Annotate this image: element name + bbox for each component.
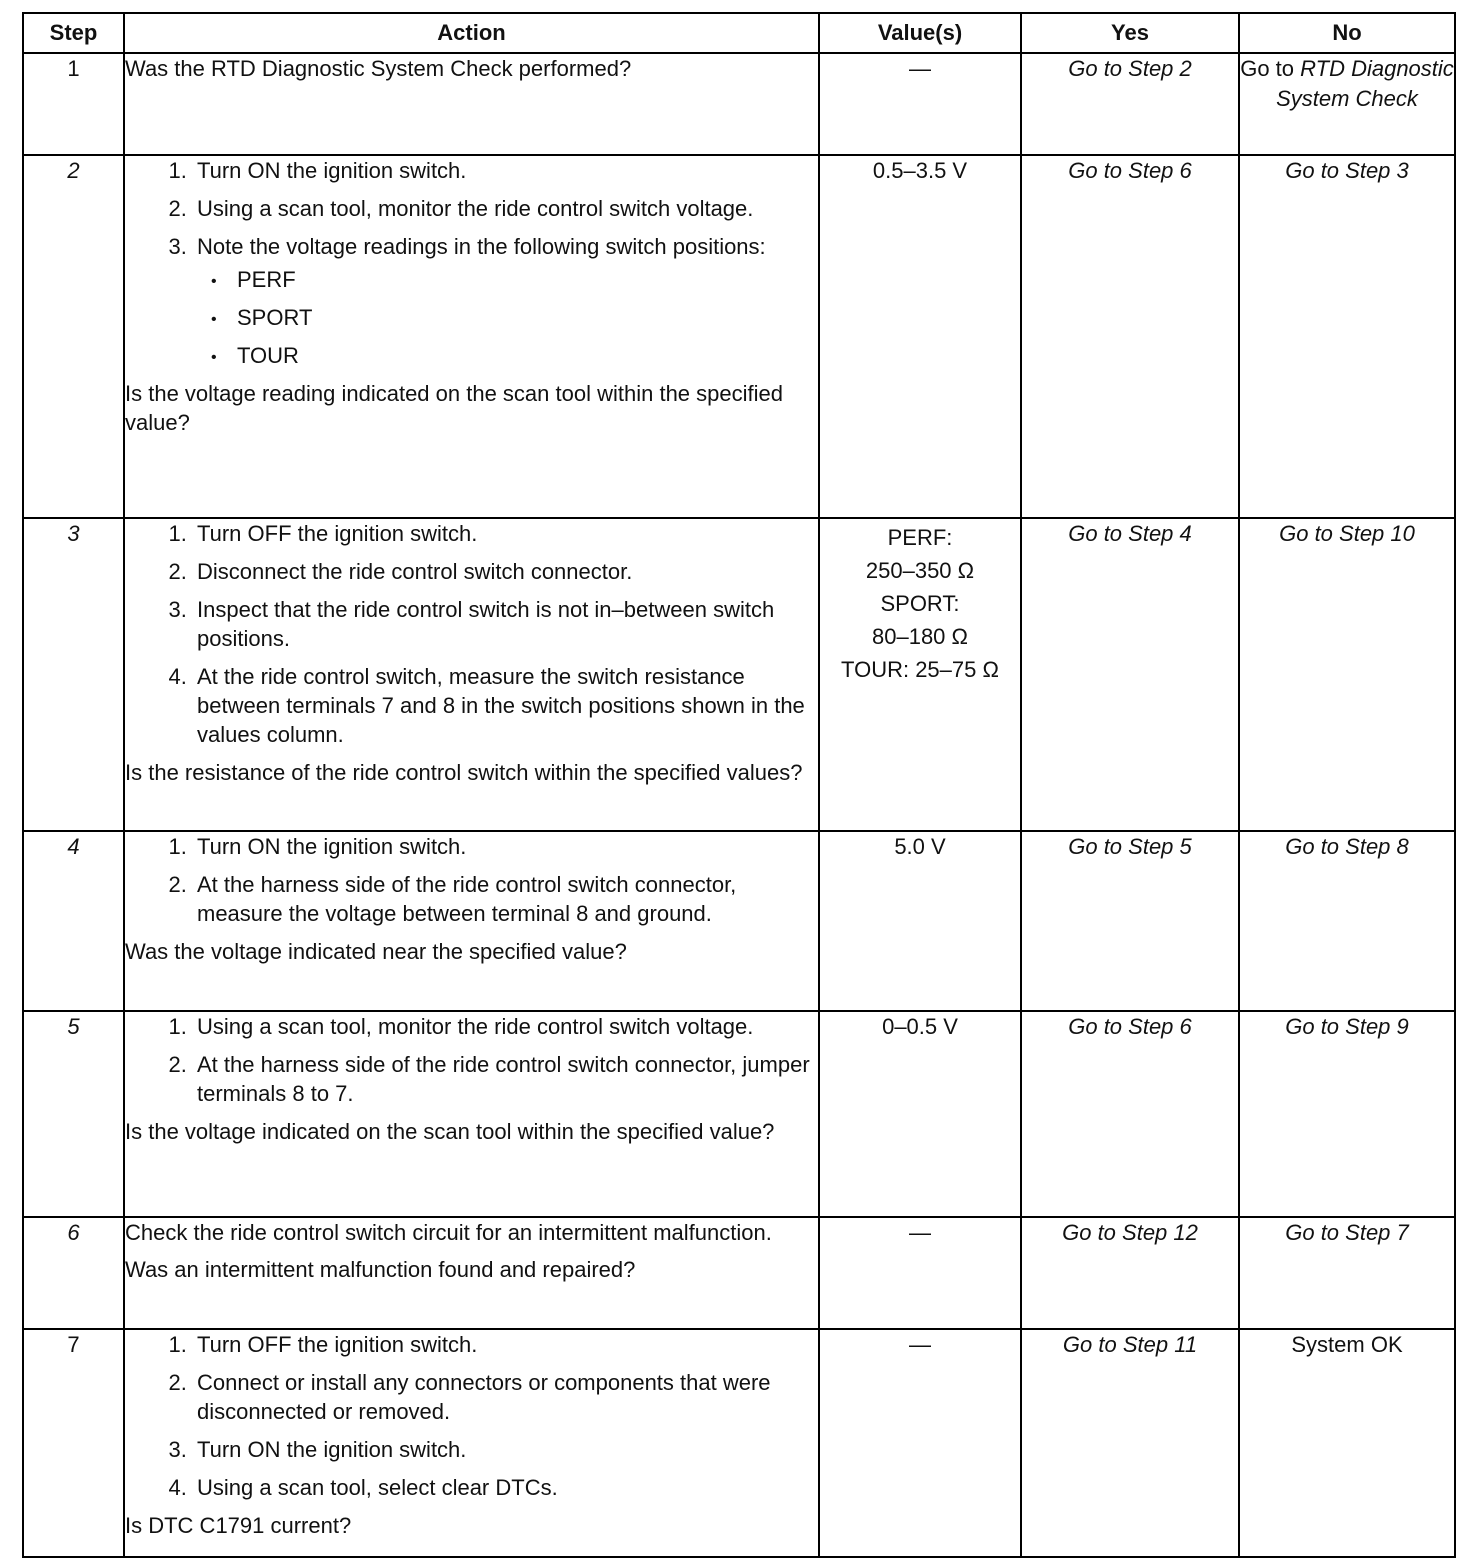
action-steps: [125, 1330, 818, 1502]
action-question: Was an intermittent malfunction found and repaired?: [125, 1257, 636, 1283]
yes-cell: Go to Step 6: [1021, 155, 1239, 518]
table-row-step-3: [23, 518, 1455, 831]
diagnostic-table: [22, 12, 1456, 1558]
header-no: No: [1239, 13, 1455, 53]
no-cell: Go to Step 7: [1239, 1217, 1455, 1329]
action-question: Is DTC C1791 current?: [125, 1513, 352, 1539]
action-step: 1. Turn OFF the ignition switch.: [193, 519, 818, 548]
value-cell: [819, 518, 1021, 831]
no-cell: [1239, 53, 1455, 155]
action-steps: [125, 832, 818, 928]
action-steps: [125, 156, 818, 370]
action-step: 1. Turn ON the ignition switch.: [193, 156, 818, 185]
action-step: 2. Connect or install any connectors or components that were disconnected or removed.: [193, 1368, 818, 1426]
value-line: 80–180 Ω: [872, 624, 968, 650]
action-question: Is the voltage indicated on the scan tool within the specified value?: [125, 1119, 775, 1145]
action-step: 2. Using a scan tool, monitor the ride control switch voltage.: [193, 194, 818, 223]
switch-positions: [197, 265, 818, 370]
table-row-step-6: [23, 1217, 1455, 1329]
header-row: [23, 13, 1455, 53]
step-number: 4: [23, 831, 124, 1011]
value-cell: —: [819, 53, 1021, 155]
no-cell: Go to Step 9: [1239, 1011, 1455, 1217]
no-cell: System OK: [1239, 1329, 1455, 1557]
yes-cell: Go to Step 4: [1021, 518, 1239, 831]
action-step: 1. Turn OFF the ignition switch.: [193, 1330, 818, 1359]
table-row-step-1: [23, 53, 1455, 155]
yes-cell: Go to Step 5: [1021, 831, 1239, 1011]
action-step: [193, 232, 818, 370]
table-row-step-5: [23, 1011, 1455, 1217]
yes-cell: Go to Step 11: [1021, 1329, 1239, 1557]
step-number: 2: [23, 155, 124, 518]
action-step: 4. Using a scan tool, select clear DTCs.: [193, 1473, 818, 1502]
header-yes: Yes: [1021, 13, 1239, 53]
table-row-step-7: [23, 1329, 1455, 1557]
value-line: TOUR: 25–75 Ω: [841, 657, 999, 683]
action-cell: [124, 1329, 819, 1557]
position-item: • TOUR: [207, 341, 818, 370]
yes-cell: Go to Step 12: [1021, 1217, 1239, 1329]
table-row-step-2: [23, 155, 1455, 518]
value-cell: —: [819, 1217, 1021, 1329]
action-statement: Check the ride control switch circuit for an intermittent malfunction.: [125, 1220, 772, 1245]
position-item: • SPORT: [207, 303, 818, 332]
step-number: 6: [23, 1217, 124, 1329]
position-item: • PERF: [207, 265, 818, 294]
value-cell: 0.5–3.5 V: [819, 155, 1021, 518]
yes-cell: Go to Step 6: [1021, 1011, 1239, 1217]
action-cell: [124, 1011, 819, 1217]
action-steps: [125, 519, 818, 749]
action-cell: [124, 831, 819, 1011]
header-step: Step: [23, 13, 124, 53]
header-values: Value(s): [819, 13, 1021, 53]
value-cell: 0–0.5 V: [819, 1011, 1021, 1217]
action-step: 2. At the harness side of the ride control switch connector, jumper terminals 8 to 7.: [193, 1050, 818, 1108]
action-cell: [124, 155, 819, 518]
action-question: Was the voltage indicated near the specified value?: [125, 939, 627, 965]
value-cell: —: [819, 1329, 1021, 1557]
value-line: SPORT:: [880, 591, 960, 617]
value-cell: 5.0 V: [819, 831, 1021, 1011]
step-number: 7: [23, 1329, 124, 1557]
yes-cell: Go to Step 2: [1021, 53, 1239, 155]
no-cell: Go to Step 10: [1239, 518, 1455, 831]
action-step: 2. Disconnect the ride control switch connector.: [193, 557, 818, 586]
step-number: 5: [23, 1011, 124, 1217]
value-line: PERF:: [887, 525, 953, 550]
action-cell: [124, 53, 819, 155]
action-step: 4. At the ride control switch, measure the switch resistance between terminals 7 and 8 in the switch positions shown in the values column.: [193, 662, 818, 749]
no-prefix: Go to: [1240, 56, 1295, 81]
action-step: 3. Inspect that the ride control switch is not in–between switch positions.: [193, 595, 818, 653]
no-cell: Go to Step 3: [1239, 155, 1455, 518]
no-reference: RTD Diagnostic System Check: [1276, 56, 1454, 111]
action-step: 2. At the harness side of the ride control switch connector, measure the voltage between terminal 8 and ground.: [193, 870, 818, 928]
header-action: Action: [124, 13, 819, 53]
step-number: 1: [23, 53, 124, 155]
step-number: 3: [23, 518, 124, 831]
action-question: Is the voltage reading indicated on the scan tool within the specified value?: [125, 381, 783, 436]
no-cell: Go to Step 8: [1239, 831, 1455, 1011]
action-step: 1. Using a scan tool, monitor the ride control switch voltage.: [193, 1012, 818, 1041]
value-line: 250–350 Ω: [865, 558, 975, 584]
action-cell: [124, 1217, 819, 1329]
action-cell: [124, 518, 819, 831]
action-step: 3. Turn ON the ignition switch.: [193, 1435, 818, 1464]
action-steps: [125, 1012, 818, 1108]
action-step-text: Note the voltage readings in the following switch positions:: [197, 234, 766, 260]
action-step: 1. Turn ON the ignition switch.: [193, 832, 818, 861]
table-row-step-4: [23, 831, 1455, 1011]
action-question: Was the RTD Diagnostic System Check performed?: [125, 56, 632, 81]
action-question: Is the resistance of the ride control switch within the specified values?: [125, 760, 803, 786]
